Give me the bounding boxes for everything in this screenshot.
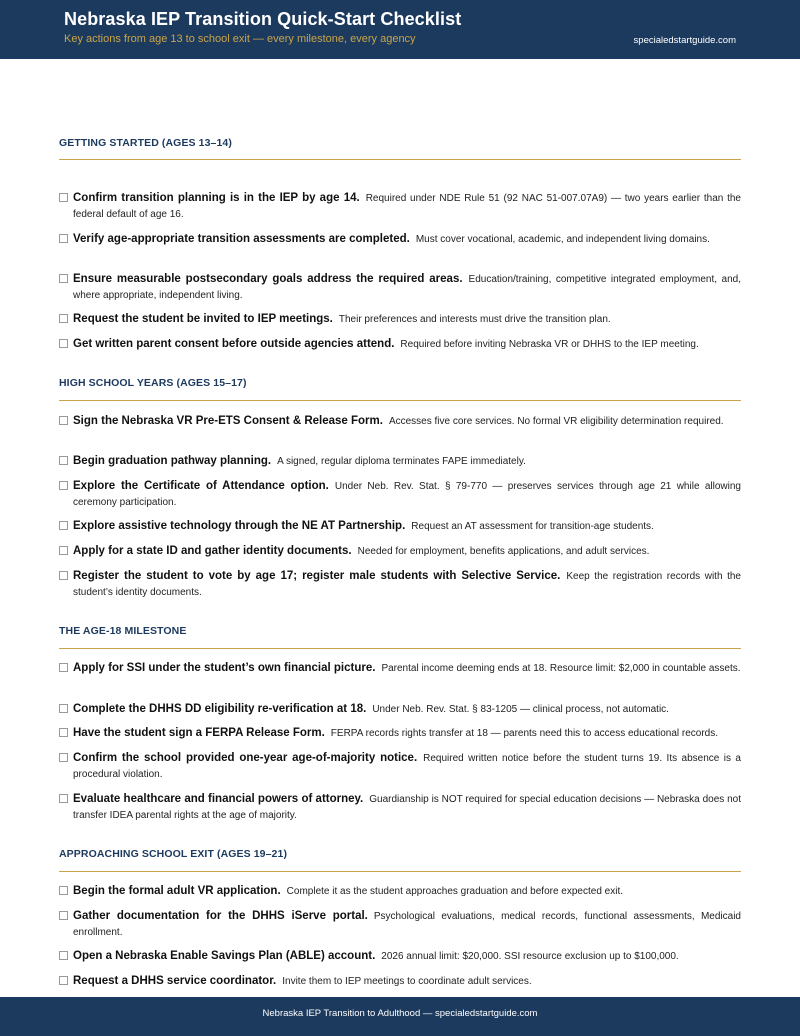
section-divider (59, 871, 741, 872)
item-action: Open a Nebraska Enable Savings Plan (ABLE) account. (73, 950, 376, 962)
item-note: Psychological evaluations, medical records, functional assessments, Medicaid enrollment. (73, 911, 741, 938)
checkbox[interactable] (59, 753, 68, 762)
checklist-item (59, 231, 741, 248)
checklist-item (59, 271, 741, 304)
item-note: Must cover vocational, academic, and independent living domains. (415, 234, 710, 245)
section-heading-school-exit: APPROACHING SCHOOL EXIT (AGES 19–21) (59, 848, 288, 860)
item-note: Their preferences and interests must drive the transition plan. (338, 314, 611, 325)
header-site-link: specialedstartguide.com (633, 35, 736, 46)
page-footer (0, 997, 800, 1036)
item-note: Complete it as the student approaches graduation and before expected exit. (286, 886, 624, 897)
item-note: Request an AT assessment for transition-age students. (411, 521, 654, 532)
item-action: Have the student sign a FERPA Release Form. (73, 727, 325, 739)
checklist-item (59, 908, 741, 941)
checklist-item (59, 568, 741, 601)
checklist-item (59, 791, 741, 824)
item-action: Explore the Certificate of Attendance option. (73, 480, 329, 492)
checkbox[interactable] (59, 234, 68, 243)
item-action: Begin graduation pathway planning. (73, 455, 272, 467)
checkbox[interactable] (59, 571, 68, 580)
checkbox[interactable] (59, 976, 68, 985)
page-header (0, 0, 800, 59)
item-note: Education/training, competitive integrated employment, and, where appropriate, independent living. (73, 274, 741, 301)
page-subtitle: Key actions from age 13 to school exit — every milestone, every agency (64, 33, 416, 45)
item-note: Under Neb. Rev. Stat. § 83-1205 — clinical process, not automatic. (372, 704, 669, 715)
checkbox[interactable] (59, 521, 68, 530)
item-note: Keep the registration records with the student’s identity documents. (73, 571, 741, 598)
section-divider (59, 400, 741, 401)
section-heading-getting-started: GETTING STARTED (AGES 13–14) (59, 137, 232, 149)
checklist-item (59, 190, 741, 223)
item-note: 2026 annual limit: $20,000. SSI resource exclusion up to $100,000. (381, 951, 679, 962)
checkbox[interactable] (59, 416, 68, 425)
item-action: Register the student to vote by age 17; register male students with Selective Service. (73, 570, 561, 582)
item-action: Confirm the school provided one-year age-of-majority notice. (73, 752, 418, 764)
checkbox[interactable] (59, 274, 68, 283)
item-action: Ensure measurable postsecondary goals address the required areas. (73, 273, 463, 285)
item-note: Needed for employment, benefits applications, and adult services. (357, 546, 650, 557)
checklist-item (59, 725, 741, 742)
checkbox[interactable] (59, 728, 68, 737)
checkbox[interactable] (59, 456, 68, 465)
item-note: Accesses five core services. No formal VR eligibility determination required. (388, 416, 724, 427)
checkbox[interactable] (59, 481, 68, 490)
item-action: Confirm transition planning is in the IEP by age 14. (73, 192, 360, 204)
item-action: Request the student be invited to IEP meetings. (73, 313, 333, 325)
item-action: Evaluate healthcare and financial powers of attorney. (73, 793, 364, 805)
item-action: Begin the formal adult VR application. (73, 885, 281, 897)
item-note: Required written notice before the student turns 19. Its absence is a procedural violation. (73, 753, 741, 780)
item-note: Guardianship is NOT required for special education decisions — Nebraska does not transfer IDEA parental rights at the age of majority. (73, 794, 741, 821)
item-action: Apply for SSI under the student’s own financial picture. (73, 662, 376, 674)
item-note: FERPA records rights transfer at 18 — parents need this to access educational records. (330, 728, 719, 739)
item-action: Explore assistive technology through the NE AT Partnership. (73, 520, 406, 532)
checklist-item (59, 660, 741, 677)
footer-text: Nebraska IEP Transition to Adulthood — specialedstartguide.com (262, 1008, 538, 1019)
checkbox[interactable] (59, 546, 68, 555)
checklist-item (59, 311, 741, 328)
item-action: Apply for a state ID and gather identity documents. (73, 545, 352, 557)
item-note: A signed, regular diploma terminates FAPE immediately. (277, 456, 526, 467)
checklist-item (59, 973, 741, 990)
item-note: Required before inviting Nebraska VR or DHHS to the IEP meeting. (400, 339, 699, 350)
checkbox[interactable] (59, 339, 68, 348)
checklist-item (59, 701, 741, 718)
item-action: Sign the Nebraska VR Pre-ETS Consent & Release Form. (73, 415, 383, 427)
checklist-item (59, 750, 741, 783)
item-action: Complete the DHHS DD eligibility re-verification at 18. (73, 703, 367, 715)
checklist-item (59, 883, 741, 900)
checklist-item (59, 453, 741, 470)
checkbox[interactable] (59, 886, 68, 895)
checklist-item (59, 543, 741, 560)
checkbox[interactable] (59, 951, 68, 960)
item-note: Invite them to IEP meetings to coordinate adult services. (282, 976, 532, 987)
checklist-item (59, 948, 741, 965)
item-note: Under Neb. Rev. Stat. § 79-770 — preserves services through age 21 while allowing ceremony participation. (73, 481, 741, 508)
page-title: Nebraska IEP Transition Quick-Start Checklist (64, 9, 462, 29)
item-action: Gather documentation for the DHHS iServe portal. (73, 910, 368, 922)
checkbox[interactable] (59, 911, 68, 920)
item-action: Verify age-appropriate transition assessments are completed. (73, 233, 410, 245)
checkbox[interactable] (59, 704, 68, 713)
section-divider (59, 648, 741, 649)
checkbox[interactable] (59, 663, 68, 672)
checklist-item (59, 413, 741, 430)
checklist-item (59, 518, 741, 535)
item-note: Required under NDE Rule 51 (92 NAC 51-007.07A9) — two years earlier than the federal default of age 16. (73, 193, 741, 220)
checkbox[interactable] (59, 794, 68, 803)
checklist-item (59, 336, 741, 353)
item-note: Parental income deeming ends at 18. Resource limit: $2,000 in countable assets. (381, 663, 741, 674)
checkbox[interactable] (59, 314, 68, 323)
checklist-item (59, 478, 741, 511)
section-heading-age-18: THE AGE-18 MILESTONE (59, 625, 187, 637)
item-action: Get written parent consent before outside agencies attend. (73, 338, 395, 350)
section-heading-high-school: HIGH SCHOOL YEARS (AGES 15–17) (59, 377, 247, 389)
item-action: Request a DHHS service coordinator. (73, 975, 277, 987)
checkbox[interactable] (59, 193, 68, 202)
section-divider (59, 159, 741, 160)
